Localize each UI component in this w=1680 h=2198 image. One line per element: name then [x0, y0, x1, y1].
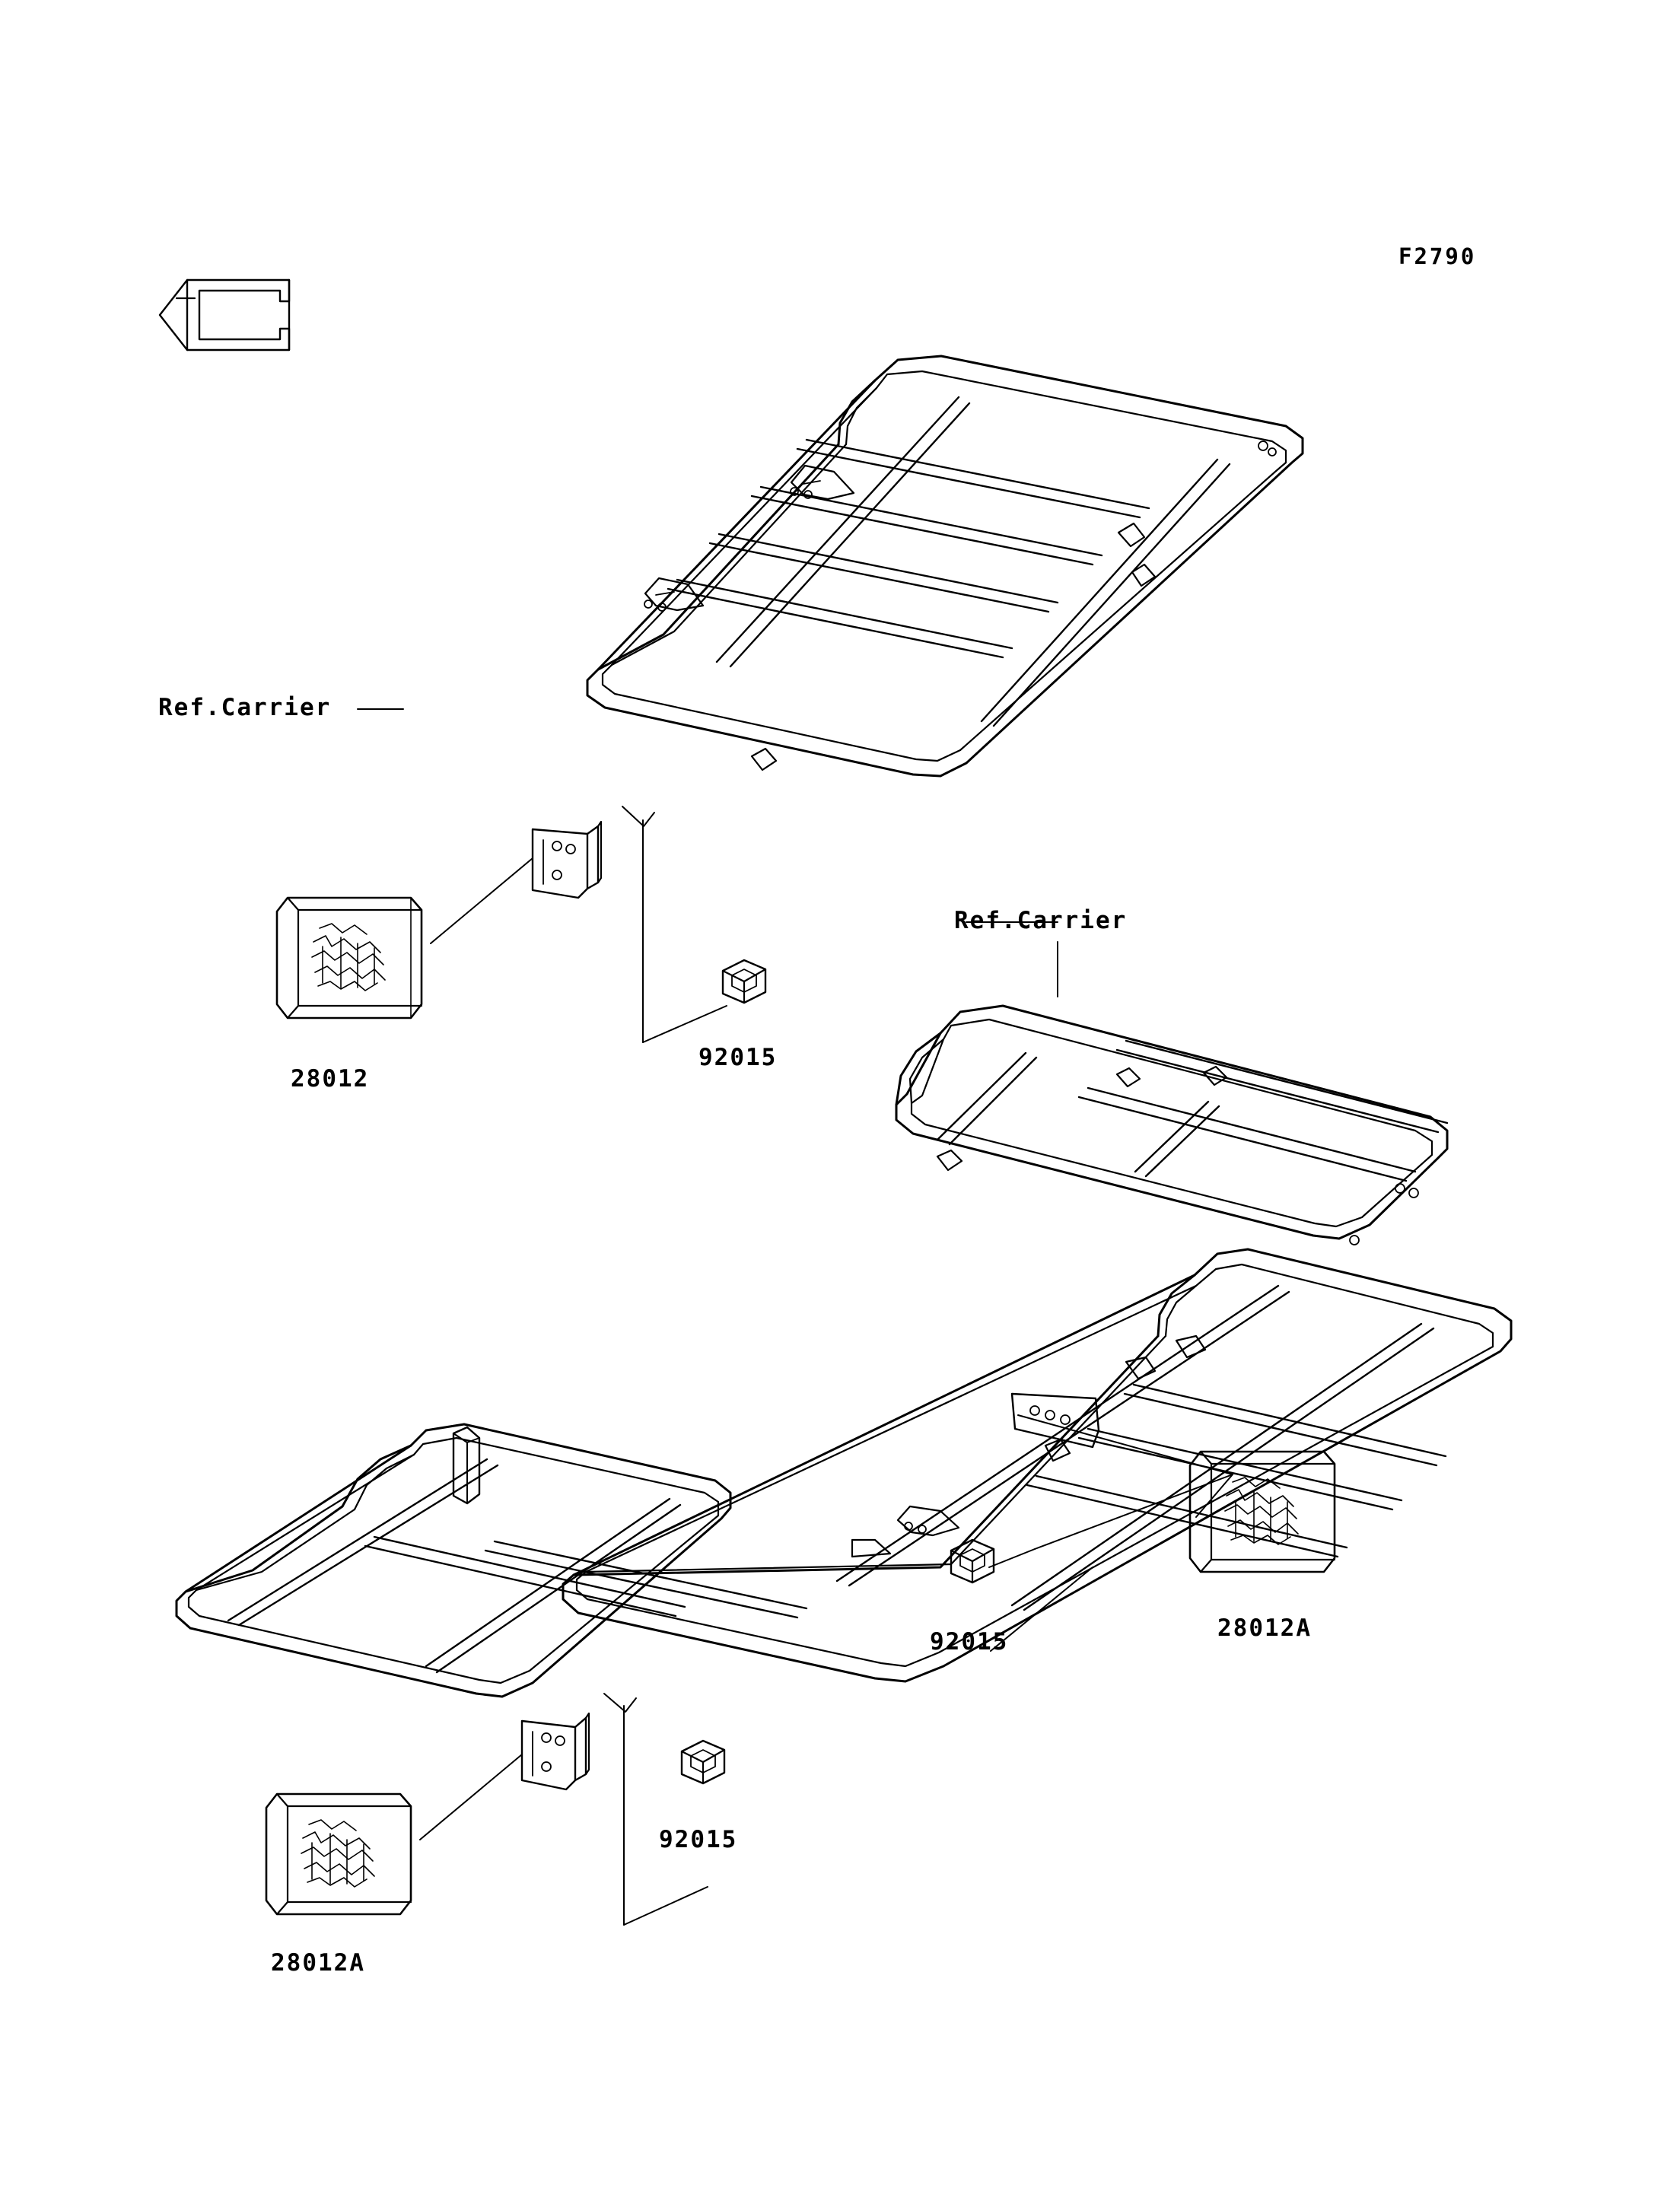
ref-carrier-label-upper: Ref.Carrier [158, 694, 332, 721]
part-label-92015-upper: 92015 [698, 1044, 778, 1071]
figure-code: F2790 [1398, 243, 1477, 269]
reflector-28012 [277, 898, 422, 1018]
front-arrow-icon [160, 280, 289, 350]
part-label-28012A-right: 28012A [1217, 1614, 1312, 1642]
part-label-28012A-left: 28012A [271, 1949, 365, 1977]
nut-92015-mid [951, 1540, 994, 1582]
lower-carrier-assembly [177, 1006, 1511, 1789]
upper-carrier-assembly [533, 356, 1303, 898]
nut-92015-upper [723, 960, 765, 1003]
nut-92015-bottom [682, 1741, 724, 1783]
part-label-28012: 28012 [291, 1065, 370, 1093]
reflector-28012A-right [1190, 1452, 1335, 1572]
reflector-28012A-left [266, 1794, 411, 1914]
part-label-92015-mid: 92015 [930, 1628, 1009, 1656]
ref-carrier-label-lower: Ref.Carrier [954, 907, 1128, 934]
part-label-92015-bottom: 92015 [659, 1826, 738, 1853]
